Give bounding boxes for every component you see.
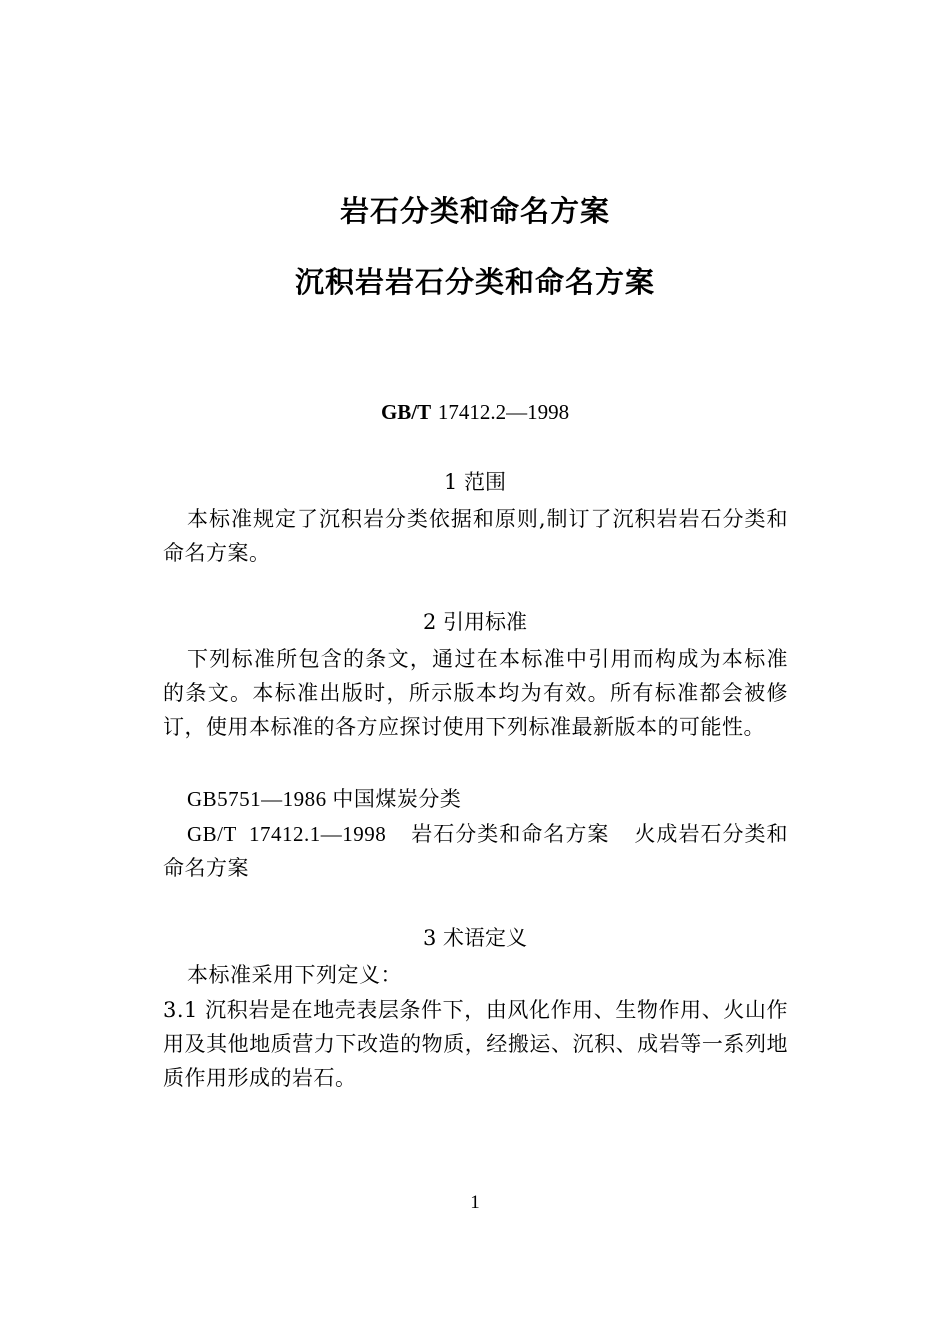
standard-prefix: GB/T — [380, 400, 432, 424]
section-definitions-intro: 本标准采用下列定义： — [187, 963, 402, 987]
page-number: 1 — [470, 1192, 480, 1213]
definition-item: 3.1 沉积岩是在地壳表层条件下，由风化作用、生物作用、火山作用及其他地质营力下改造的物质，经搬运、沉积、成岩等一系列地质作用形成的岩石。 — [163, 998, 788, 1090]
section-scope-paragraph: 本标准规定了沉积岩分类依据和原则,制订了沉积岩岩石分类和命名方案。 — [163, 507, 788, 565]
document-subtitle: 沉积岩岩石分类和命名方案 — [294, 265, 655, 299]
section-references-paragraph: 下列标准所包含的条文，通过在本标准中引用而构成为本标准的条文。本标准出版时，所示版本均为有效。所有标准都会被修订，使用本标准的各方应探讨使用下列标准最新版本的可能性。 — [163, 647, 788, 739]
section-heading-scope: 1 范围 — [443, 470, 507, 494]
document-title: 岩石分类和命名方案 — [339, 194, 610, 228]
standard-code: 17412.2—1998 — [437, 400, 570, 424]
reference-item: GB5751—1986 中国煤炭分类 — [187, 787, 462, 811]
reference-item: GB/T 17412.1—1998 岩石分类和命名方案 火成岩石分类和命名方案 — [163, 822, 788, 880]
standard-number — [0, 398, 950, 426]
section-heading-references: 2 引用标准 — [422, 610, 528, 634]
section-heading-definitions: 3 术语定义 — [422, 926, 528, 950]
